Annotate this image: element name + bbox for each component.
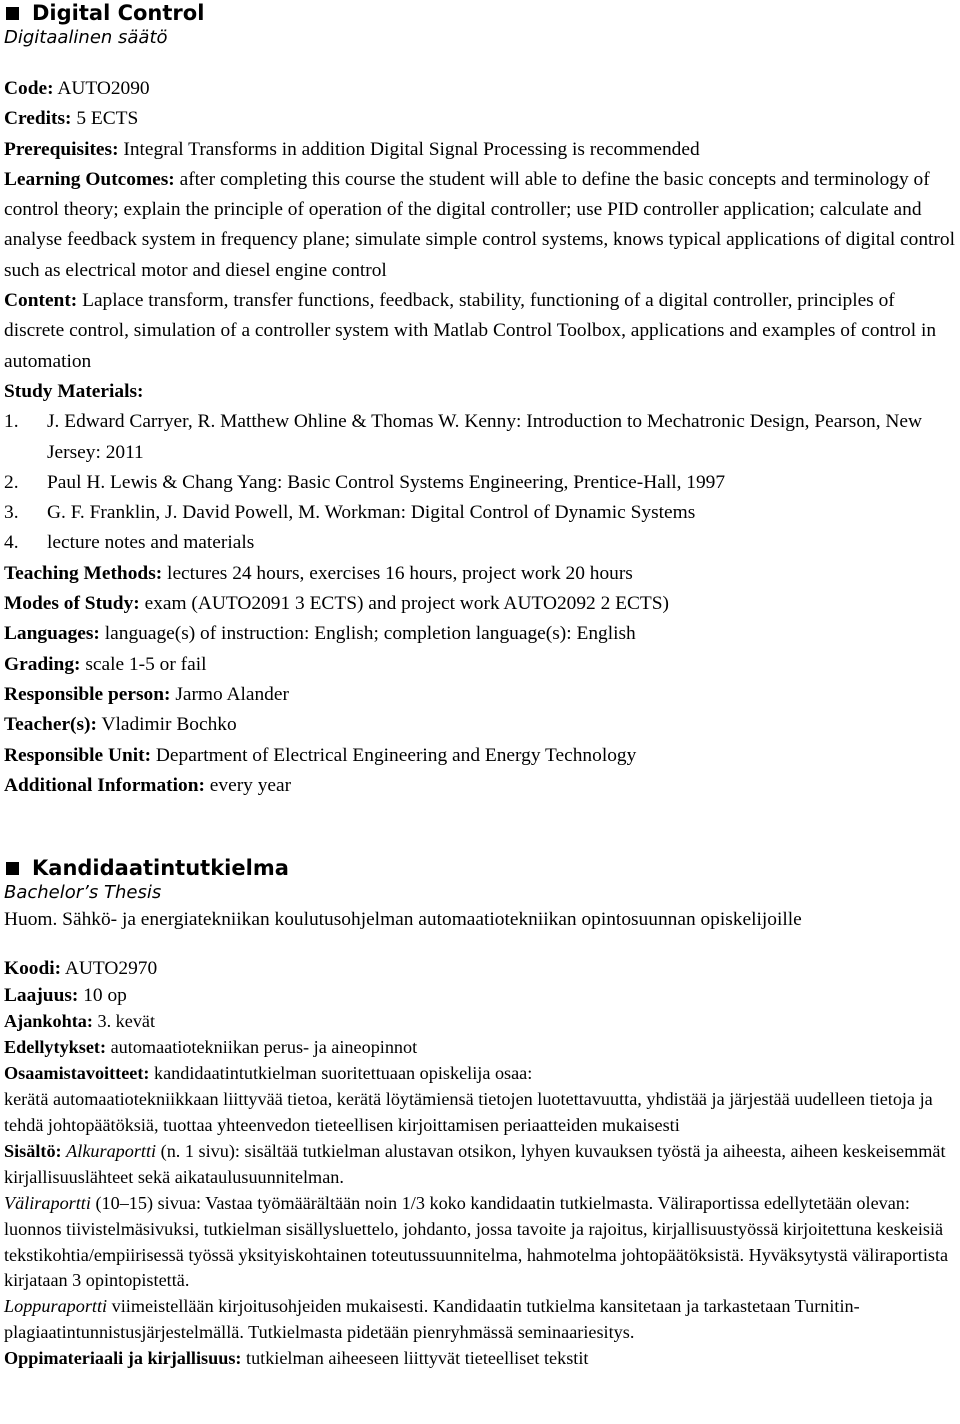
grading-row xyxy=(4,650,956,680)
osaamistavoitteet-label: Osaamistavoitteet: xyxy=(4,1063,150,1084)
course-heading xyxy=(4,0,956,26)
credits-label: Credits: xyxy=(4,108,72,130)
laajuus-value: 10 op xyxy=(78,985,127,1007)
content-value: Laplace transform, transfer functions, feedback, stability, functioning of a digital controller, principles of discrete control, simulation of a controller system with Matlab Control Toolbox, applications and examples of control in automation xyxy=(4,290,937,372)
ajankohta-label: Ajankohta: xyxy=(4,1011,93,1032)
oppimateriaali-label: Oppimateriaali ja kirjallisuus: xyxy=(4,1348,242,1369)
grading-value: scale 1-5 or fail xyxy=(80,653,207,675)
valiraportti-italic: Väliraportti xyxy=(4,1192,91,1213)
prerequisites-value: Integral Transforms in addition Digital Signal Processing is recommended xyxy=(118,138,700,160)
course-title: Kandidaatintutkielma xyxy=(32,856,289,881)
additional-information-value: every year xyxy=(204,774,292,796)
modes-of-study-value: exam (AUTO2091 3 ECTS) and project work AUTO2092 2 ECTS) xyxy=(139,593,669,615)
sisalto-italic: Alkuraportti xyxy=(66,1140,157,1161)
list-text: lecture notes and materials xyxy=(47,532,255,554)
list-number: 2. xyxy=(4,471,19,493)
list-number: 1. xyxy=(4,411,19,433)
responsible-person-row xyxy=(4,680,956,710)
valiraportti-row xyxy=(4,1191,956,1295)
modes-of-study-row xyxy=(4,589,956,619)
modes-of-study-label: Modes of Study: xyxy=(4,593,140,615)
learning-outcomes-row xyxy=(4,165,956,286)
study-materials-label: Study Materials: xyxy=(4,380,144,402)
teachers-row xyxy=(4,710,956,740)
oppimateriaali-value: tutkielman aiheeseen liittyvät tieteelliset tekstit xyxy=(241,1348,589,1369)
koodi-value: AUTO2970 xyxy=(61,958,158,980)
document-page xyxy=(4,0,956,1372)
ajankohta-value: 3. kevät xyxy=(92,1011,156,1032)
teaching-methods-row xyxy=(4,559,956,589)
note-text: Huom. Sähkö- ja energiatekniikan koulutusohjelman automaatiotekniikan opintosuunnan opiskelijoille xyxy=(4,909,802,931)
teaching-methods-label: Teaching Methods: xyxy=(4,562,163,584)
list-number: 4. xyxy=(4,532,19,554)
study-materials-list xyxy=(4,407,956,558)
course-details xyxy=(4,74,956,801)
responsible-unit-value: Department of Electrical Engineering and Energy Technology xyxy=(151,744,637,766)
edellytykset-label: Edellytykset: xyxy=(4,1037,107,1058)
laajuus-row xyxy=(4,983,956,1009)
edellytykset-value: automaatiotekniikan perus- ja aineopinnot xyxy=(106,1037,418,1058)
list-text: G. F. Franklin, J. David Powell, M. Workman: Digital Control of Dynamic Systems xyxy=(47,502,696,524)
koodi-row xyxy=(4,955,956,983)
osaamistavoitteet-text: kerätä automaatiotekniikkaan liittyvää tietoa, kerätä löytämiensä tietojen luotettavuutta, yhdistää ja järjestää uudelleen tietoja ja tehdä johtopäätöksiä, tuottaa yhteenvedon tieteellisen kirjoittamisen periaatteiden mukaisesti xyxy=(4,1089,933,1136)
study-materials-row xyxy=(4,377,956,407)
list-item xyxy=(4,498,956,528)
languages-row xyxy=(4,619,956,649)
square-bullet-icon xyxy=(6,862,19,875)
responsible-unit-label: Responsible Unit: xyxy=(4,744,152,766)
content-row xyxy=(4,286,956,377)
ajankohta-row xyxy=(4,1009,956,1035)
code-row xyxy=(4,74,956,104)
oppimateriaali-row xyxy=(4,1346,956,1372)
course-note xyxy=(4,905,956,935)
list-number: 3. xyxy=(4,502,19,524)
course-title: Digital Control xyxy=(32,1,205,25)
list-item xyxy=(4,528,956,558)
course-details xyxy=(4,955,956,1372)
teaching-methods-value: lectures 24 hours, exercises 16 hours, project work 20 hours xyxy=(162,562,633,584)
responsible-person-value: Jarmo Alander xyxy=(170,683,289,705)
koodi-label: Koodi: xyxy=(4,958,62,980)
credits-row xyxy=(4,104,956,134)
languages-value: language(s) of instruction: English; completion language(s): English xyxy=(99,623,636,645)
teachers-value: Vladimir Bochko xyxy=(96,714,237,736)
languages-label: Languages: xyxy=(4,623,100,645)
osaamistavoitteet-value: kandidaatintutkielman suoritettuaan opiskelija osaa: xyxy=(149,1063,533,1084)
teachers-label: Teacher(s): xyxy=(4,714,97,736)
learning-outcomes-label: Learning Outcomes: xyxy=(4,168,175,190)
osaamistavoitteet-row xyxy=(4,1061,956,1087)
additional-information-row xyxy=(4,771,956,801)
list-text: Paul H. Lewis & Chang Yang: Basic Control Systems Engineering, Prentice-Hall, 1997 xyxy=(47,471,726,493)
prerequisites-row xyxy=(4,135,956,165)
course-subtitle: Digitaalinen säätö xyxy=(4,27,168,48)
list-item xyxy=(4,468,956,498)
sisalto-value: (n. 1 sivu): sisältää tutkielman alustavan otsikon, lyhyen kuvauksen työstä ja aiheesta, aiheen keskeisemmät kirjallisuuslähteet sekä aikataulusuunnitelman. xyxy=(4,1140,946,1187)
loppuraportti-value: viimeistellään kirjoitusohjeiden mukaisesti. Kandidaatin tutkielma kansitetaan ja tarkastetaan Turnitin-plagiaatintunnistusjärjestelmällä. Tutkielmasta pidetään pienryhmässä seminaariesitys. xyxy=(4,1296,860,1343)
valiraportti-value: (10–15) sivua: Vastaa työmäärältään noin 1/3 koko kandidaatin tutkielmasta. Väliraportissa edellytetään olevan: luonnos tiivistelmäsivuksi, tutkielman sisällysluettelo, johdanto, jossa tavoite ja rajoitus, kirjallisuustyössä kirjoitettuna keskeisiä tekstikohtia/empiirisessä työssä yksityiskohtainen toteutussuunnitelma, hahmotelma johtopäätöksistä. Hyväksytystä väliraportista kirjataan 3 opintopistettä. xyxy=(4,1192,949,1291)
code-value: AUTO2090 xyxy=(53,78,150,99)
grading-label: Grading: xyxy=(4,653,81,675)
sisalto-label: Sisältö: xyxy=(4,1140,62,1161)
code-label: Code: xyxy=(4,78,54,99)
course-heading xyxy=(4,855,956,881)
additional-information-label: Additional Information: xyxy=(4,774,205,796)
loppuraportti-italic: Loppuraportti xyxy=(4,1296,108,1317)
edellytykset-row xyxy=(4,1035,956,1061)
laajuus-label: Laajuus: xyxy=(4,985,79,1007)
content-label: Content: xyxy=(4,290,78,312)
prerequisites-label: Prerequisites: xyxy=(4,138,119,160)
learning-outcomes-value: after completing this course the student will able to define the basic concepts and terminology of control theory; explain the principle of operation of the digital controller; use PID controller application; calculate and analyse feedback system in frequency plane; simulate simple control systems, knows typical applications of digital control such as electrical motor and diesel engine control xyxy=(4,168,955,281)
responsible-unit-row xyxy=(4,741,956,771)
responsible-person-label: Responsible person: xyxy=(4,683,171,705)
course-subtitle: Bachelor’s Thesis xyxy=(4,882,162,904)
sisalto-row xyxy=(4,1139,956,1191)
list-text: J. Edward Carryer, R. Matthew Ohline & Thomas W. Kenny: Introduction to Mechatronic Design, Pearson, New Jersey: 2011 xyxy=(47,411,923,463)
credits-value: 5 ECTS xyxy=(71,108,139,130)
square-bullet-icon xyxy=(6,7,19,20)
loppuraportti-row xyxy=(4,1294,956,1346)
list-item xyxy=(4,407,956,468)
